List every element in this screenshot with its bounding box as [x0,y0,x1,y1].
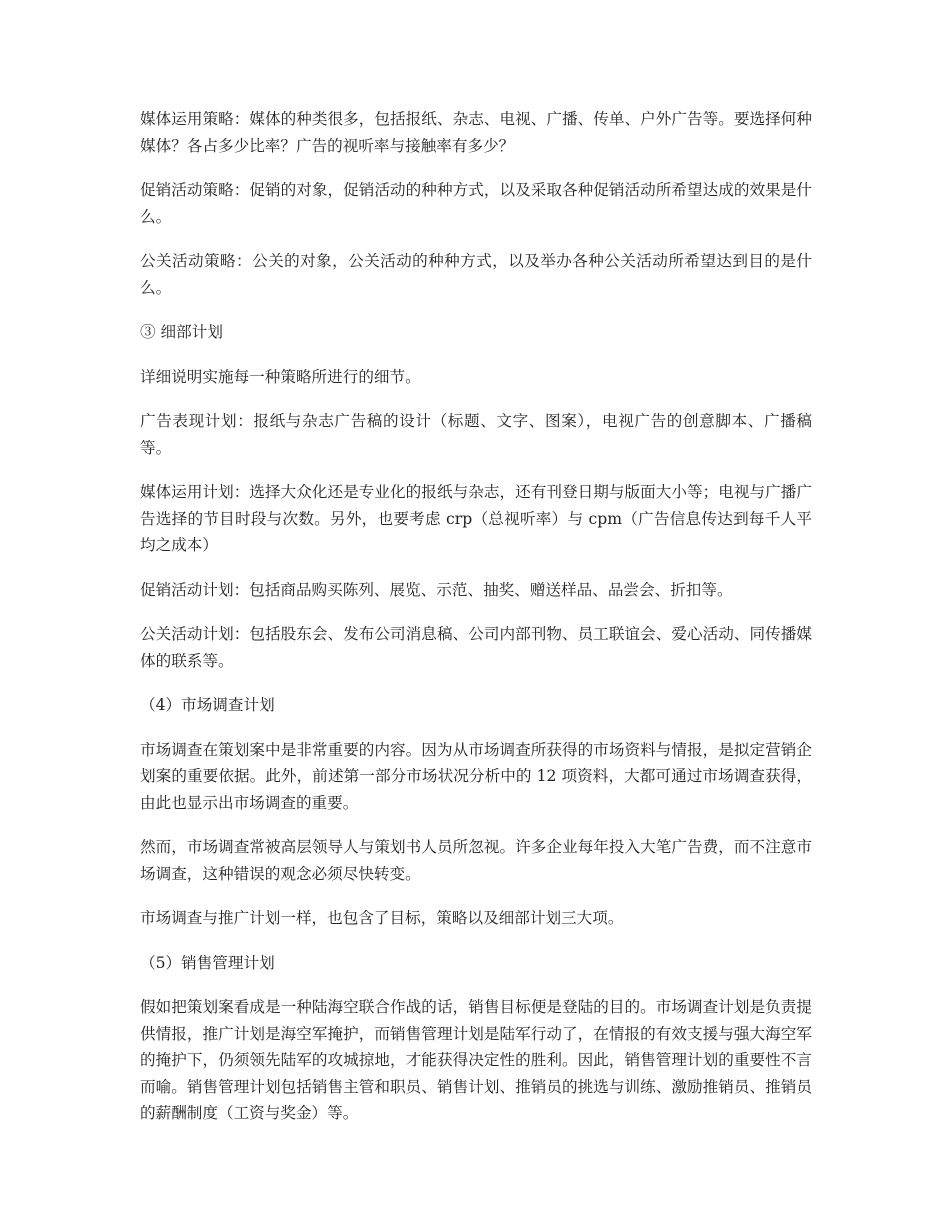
document-body [140,106,812,1145]
paragraph-promotion-plan: 促销活动计划：包括商品购买陈列、展览、示范、抽奖、赠送样品、品尝会、折扣等。 [140,580,733,599]
heading-sales-management-plan: （5）销售管理计划 [140,953,275,972]
heading-detailed-plan: ③ 细部计划 [140,323,223,341]
paragraph-detailed-plan-intro: 详细说明实施每一种策略所进行的细节。 [140,367,421,386]
paragraph-market-research-neglect: 然而，市场调查常被高层领导人与策划书人员所忽视。许多企业每年投入大笔广告费，而不注意市场调查，这种错误的观念必须尽快转变。 [140,838,812,883]
paragraph-media-plan: 媒体运用计划：选择大众化还是专业化的报纸与杂志，还有刊登日期与版面大小等；电视与广播广告选择的节目时段与次数。另外，也要考虑 crp（总视听率）与 cpm（广告信息传达到每千人平均之成本） [140,483,812,554]
paragraph-market-research-structure: 市场调查与推广计划一样，也包含了目标，策略以及细部计划三大项。 [140,909,624,927]
paragraph-pr-strategy: 公关活动策略：公关的对象，公关活动的种种方式，以及举办各种公关活动所希望达到目的是什么。 [140,252,812,297]
heading-market-research-plan: （4）市场调查计划 [140,696,275,714]
paragraph-media-strategy: 媒体运用策略：媒体的种类很多，包括报纸、杂志、电视、广播、传单、户外广告等。要选择何种媒体？各占多少比率？广告的视听率与接触率有多少？ [140,110,812,155]
paragraph-market-research-importance: 市场调查在策划案中是非常重要的内容。因为从市场调查所获得的市场资料与情报，是拟定营销企划案的重要依据。此外，前述第一部分市场状况分析中的 12 项资料，大都可通过市场调查获得，由此也显示出市场调查的重要。 [140,740,812,812]
paragraph-pr-plan: 公关活动计划：包括股东会、发布公司消息稿、公司内部刊物、员工联谊会、爱心活动、同传播媒体的联系等。 [140,625,812,670]
paragraph-promotion-strategy: 促销活动策略：促销的对象，促销活动的种种方式，以及采取各种促销活动所希望达成的效果是什么。 [140,181,812,226]
paragraph-ad-plan: 广告表现计划：报纸与杂志广告稿的设计（标题、文字、图案），电视广告的创意脚本、广播稿等。 [140,412,812,457]
paragraph-sales-management: 假如把策划案看成是一种陆海空联合作战的话，销售目标便是登陆的目的。市场调查计划是负责提供情报，推广计划是海空军掩护，而销售管理计划是陆军行动了，在情报的有效支援与强大海空军的掩护下，仍须领先陆军的攻城掠地，才能获得决定性的胜利。因此，销售管理计划的重要性不言而喻。销售管理计划包括销售主管和职员、销售计划、推销员的挑选与训练、激励推销员、推销员的薪酬制度（工资与奖金）等。 [140,998,812,1122]
